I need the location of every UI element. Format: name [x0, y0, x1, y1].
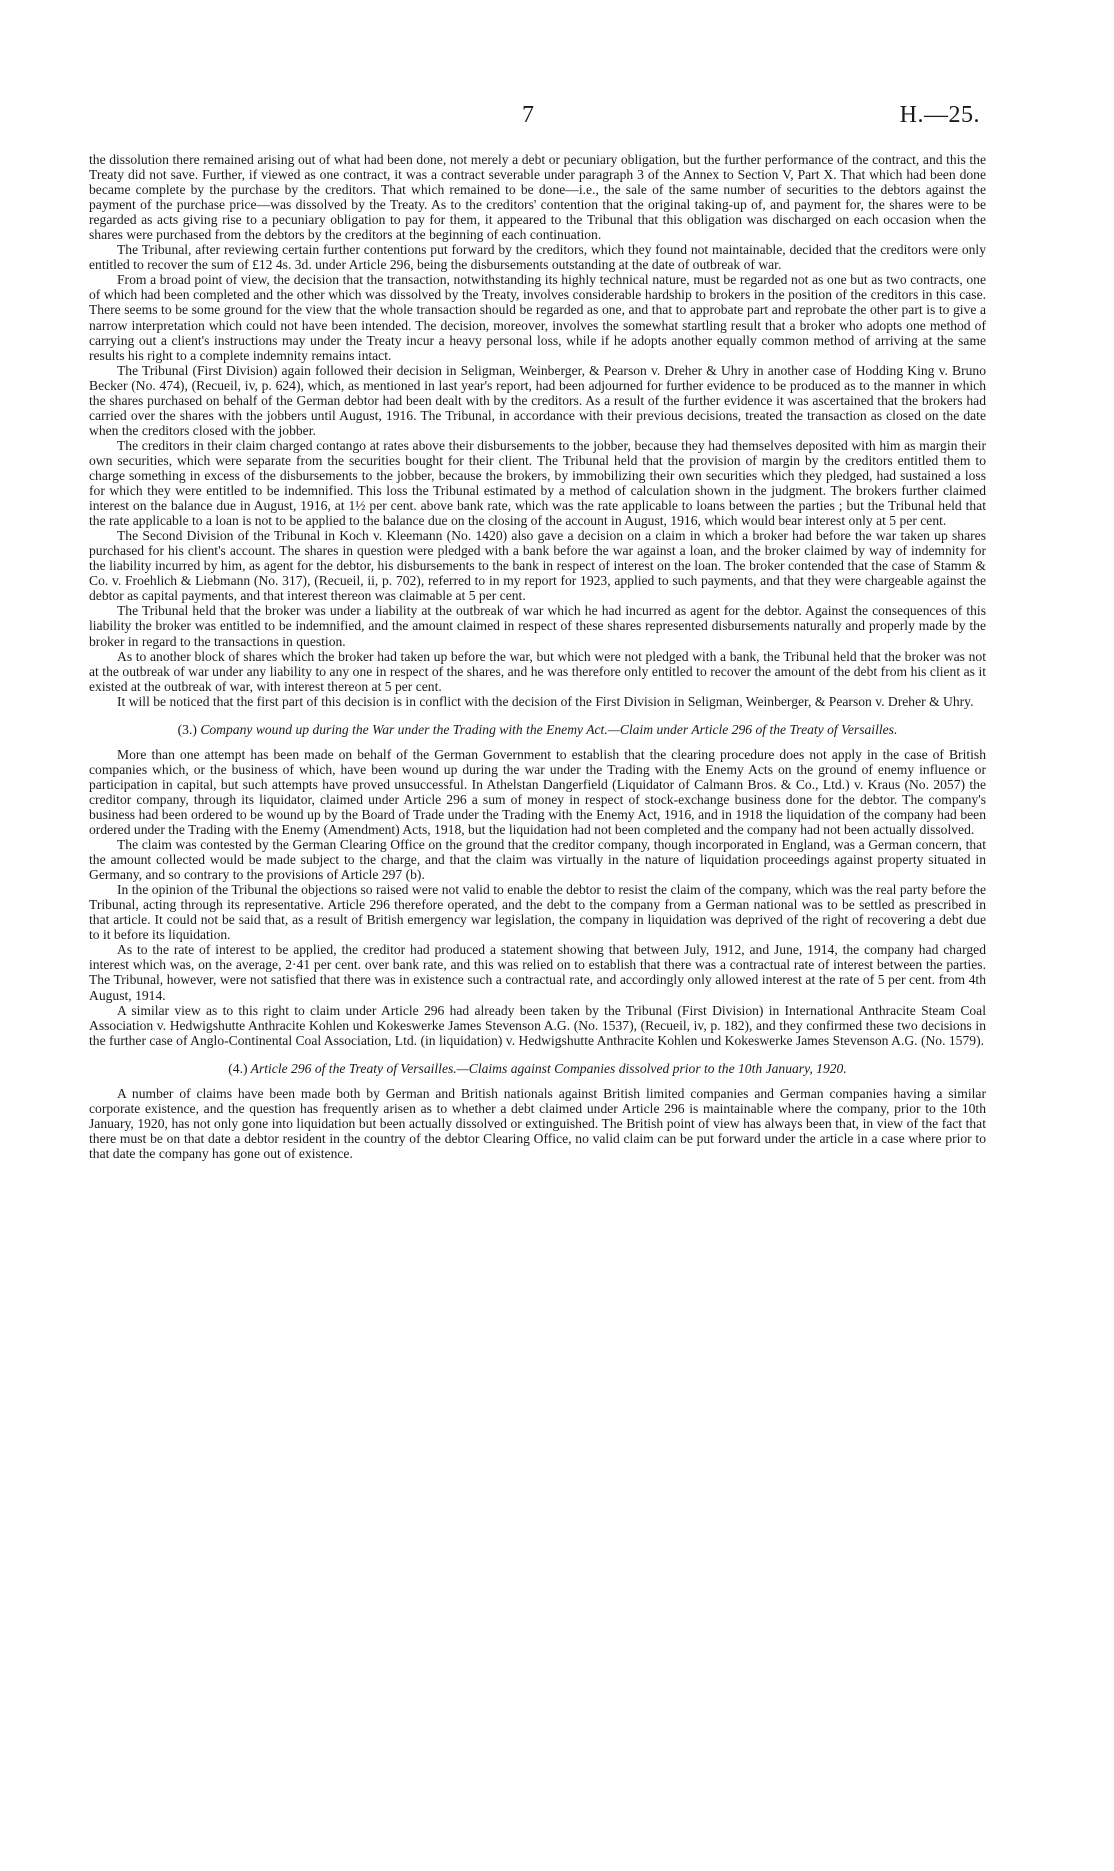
paragraph: A number of claims have been made both by German and British nationals against British limited companies and German companies having a similar corporate existence, and the question has frequently arisen as to whether a debt claimed under Article 296 is maintainable where the company, prior to the 10th January, 1920, has not only gone into liquidation but been actually dissolved or extinguished. The British point of view has always been that, in view of the fact that there must be on that date a debtor resident in the country of the debtor Clearing Office, no valid claim can be put forward under the article in a case where prior to that date the company has gone out of existence. — [89, 1085, 986, 1161]
paragraph: The creditors in their claim charged contango at rates above their disbursements to the jobber, because they had themselves deposited with him as margin their own securities, which were separate from the securities bought for their client. The Tribunal held that the provision of margin by the creditors entitled them to charge something in excess of the disbursements to the jobber, because the brokers, by immobilizing their own securities which they pledged, had sustained a loss for which they were entitled to be indemnified. This loss the Tribunal estimated by a method of calculation shown in the judgment. The brokers further claimed interest on the balance due in August, 1916, at 1½ per cent. above bank rate, which was the rate applicable to loans between the parties ; but the Tribunal held that the rate applicable to a loan is not to be applied to the balance due on the closing of the account in August, 1916, which would bear interest only at 5 per cent. — [89, 437, 986, 529]
section-heading-4 — [89, 1061, 986, 1076]
paragraph: More than one attempt has been made on behalf of the German Government to establish that the clearing procedure does not apply in the case of British companies which, or the business of which, have been wound up during the war under the Trading with the Enemy Acts on the ground of enemy influence or participation in capital, but such attempts have proved unsuccessful. In Athelstan Dangerfield (Liquidator of Calmann Bros. & Co., Ltd.) v. Kraus (No. 2057) the creditor company, through its liquidator, claimed under Article 296 a sum of money in respect of stock-exchange business done for the debtor. The company's business had been ordered to be wound up by the Board of Trade under the Trading with the Enemy Act, 1916, and in 1918 the liquidation of the company had been ordered under the Trading with the Enemy (Amendment) Acts, 1918, but the liquidation had not been completed and the company had not been actually dissolved. — [89, 746, 986, 838]
section-heading-3 — [89, 722, 986, 737]
paragraph: The Tribunal, after reviewing certain further contentions put forward by the creditors, which they found not maintainable, decided that the creditors were only entitled to recover the sum of £12 4s. 3d. under Article 296, being the disbursements outstanding at the date of outbreak of war. — [89, 242, 986, 273]
paragraph: In the opinion of the Tribunal the objections so raised were not valid to enable the debtor to resist the claim of the company, which was the real party before the Tribunal, acting through its representative. Article 296 therefore operated, and the debt to the company from a German national was to be settled as prescribed in that article. It could not be said that, as a result of British emergency war legislation, the company in liquidation was deprived of the right of recovering a debt due to it before its liquidation. — [89, 882, 986, 943]
section-number: (3.) — [177, 721, 197, 737]
section-title: Company wound up during the War under the Trading with the Enemy Act.—Claim under Article 296 of the Treaty of Versailles. — [200, 721, 898, 737]
paragraph: As to another block of shares which the broker had taken up before the war, but which were not pledged with a bank, the Tribunal held that the broker was not at the outbreak of war under any liability to any one in respect of the shares, and he was therefore only entitled to recover the amount of the debt from his client as it existed at the outbreak of war, with interest thereon at 5 per cent. — [89, 648, 986, 694]
paragraph: It will be noticed that the first part of this decision is in conflict with the decision of the First Division in Seligman, Weinberger, & Pearson v. Dreher & Uhry. — [117, 693, 974, 709]
paragraph: The Second Division of the Tribunal in Koch v. Kleemann (No. 1420) also gave a decision on a claim in which a broker had before the war taken up shares purchased for his client's account. The shares in question were pledged with a bank before the war against a loan, and the broker claimed by way of indemnity for the liability incurred by him, as agent for the debtor, his disbursements to the bank in respect of interest on the loan. The broker contended that the case of Stamm & Co. v. Froehlich & Liebmann (No. 317), (Recueil, ii, p. 702), referred to in my report for 1923, applied to such payments, and that they were chargeable against the debtor as capital payments, and that interest thereon was claimable at 5 per cent. — [89, 528, 986, 604]
section-title: Article 296 of the Treaty of Versailles.—Claims against Companies dissolved prior to the 10th January, 1920. — [250, 1060, 847, 1076]
paragraph: From a broad point of view, the decision that the transaction, notwithstanding its highly technical nature, must be regarded not as one but as two contracts, one of which had been completed and the other which was dissolved by the Treaty, involves considerable hardship to brokers in the position of the creditors in this case. There seems to be some ground for the view that the whole transaction should be regarded as one, and that to approbate part and reprobate the other part is to give a narrow interpretation which could not have been intended. The decision, moreover, involves the somewhat startling result that a broker who adopts one method of carrying out a client's instructions may under the Treaty incur a heavy personal loss, while if he adopts another equally common method of arriving at the same results his right to a complete indemnity remains intact. — [89, 272, 986, 363]
page-header — [0, 102, 1114, 136]
body-text — [89, 152, 986, 1161]
paragraph: A similar view as to this right to claim under Article 296 had already been taken by the Tribunal (First Division) in International Anthracite Steam Coal Association v. Hedwigshutte Anthracite Kohlen und Kokeswerke James Stevenson A.G. (No. 1537), (Recueil, iv, p. 182), and they confirmed these two decisions in the further case of Anglo-Continental Coal Association, Ltd. (in liquidation) v. Hedwigshutte Anthracite Kohlen und Kokeswerke James Stevenson A.G. (No. 1579). — [89, 1002, 986, 1048]
paragraph: the dissolution there remained arising out of what had been done, not merely a debt or pecuniary obligation, but the further performance of the contract, and this the Treaty did not save. Further, if viewed as one contract, it was a contract severable under paragraph 3 of the Annex to Section V, Part X. That which had been done became complete by the purchase by the creditors. That which remained to be done—i.e., the sale of the same number of securities to the debtors against the payment of the purchase price—was dissolved by the Treaty. As to the creditors' contention that the original taking-up of, and payment for, the shares were to be regarded as acts giving rise to a pecuniary obligation to pay for them, it appeared to the Tribunal that this obligation was discharged on each occasion when the shares were purchased from the debtors by the creditors at the beginning of each continuation. — [89, 152, 986, 243]
section-number: (4.) — [228, 1060, 248, 1076]
paragraph: The claim was contested by the German Clearing Office on the ground that the creditor company, though incorporated in England, was a German concern, that the amount collected would be made subject to the charge, and that the claim was virtually in the nature of liquidation proceedings against property situated in Germany, and so contrary to the provisions of Article 297 (b). — [89, 837, 986, 883]
paragraph: As to the rate of interest to be applied, the creditor had produced a statement showing that between July, 1912, and June, 1914, the company had charged interest which was, on the average, 2·41 per cent. over bank rate, and this was relied on to establish that there was a contractual rate of interest between the parties. The Tribunal, however, were not satisfied that there was in existence such a contractual rate, and accordingly only allowed interest at the rate of 5 per cent. from 4th August, 1914. — [89, 942, 986, 1003]
document-reference: H.—25. — [899, 102, 980, 128]
paragraph: The Tribunal (First Division) again followed their decision in Seligman, Weinberger, & Pearson v. Dreher & Uhry in another case of Hodding King v. Bruno Becker (No. 474), (Recueil, iv, p. 624), which, as mentioned in last year's report, had been adjourned for further evidence to be produced as to the manner in which the shares purchased on behalf of the German debtor had been dealt with by the creditors. As a result of the further evidence it was ascertained that the brokers had carried over the shares with the jobbers until August, 1916. The Tribunal, in accordance with their previous decisions, treated the transaction as closed on the date when the creditors closed with the jobber. — [89, 362, 986, 438]
page-number: 7 — [522, 102, 535, 128]
paragraph: The Tribunal held that the broker was under a liability at the outbreak of war which he had incurred as agent for the debtor. Against the consequences of this liability the broker was entitled to be indemnified, and the amount claimed in respect of these shares represented disbursements naturally and properly made by the broker in regard to the transactions in question. — [89, 603, 986, 649]
